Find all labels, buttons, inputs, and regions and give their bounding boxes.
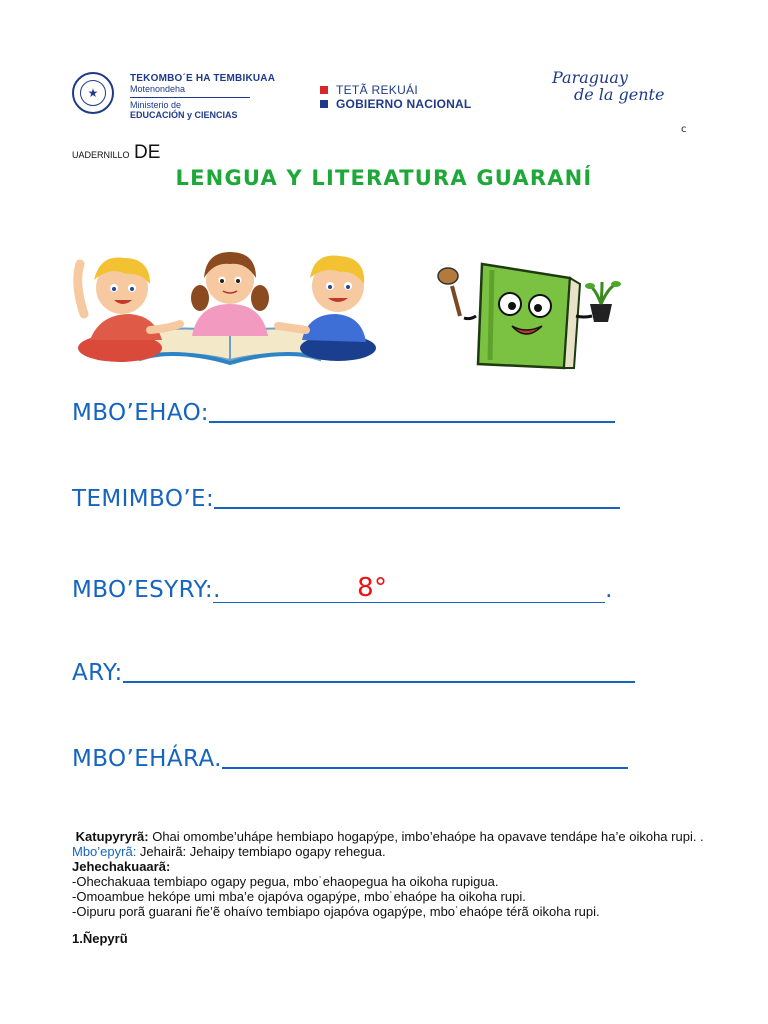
page-title-text: LENGUA Y LITERATURA GUARANÍ	[175, 166, 593, 190]
year-input-line[interactable]	[123, 681, 635, 683]
school-input-line[interactable]	[209, 421, 615, 423]
instructions-block	[72, 829, 712, 946]
teacher-input-line[interactable]	[222, 767, 628, 769]
corner-letter: c	[681, 124, 687, 135]
grade-label: MBO’ESYRY:	[72, 577, 214, 603]
mboepyra-label: Mbo’epyrã:	[72, 844, 137, 859]
cuadernillo-de: DE	[133, 142, 161, 163]
year-label: ARY:	[72, 660, 123, 686]
grade-value: 8°	[357, 573, 388, 603]
ministry-line1: TEKOMBO´E HA TEMBIKUAA	[130, 73, 276, 84]
grade-underline	[213, 574, 605, 603]
grade-field	[72, 574, 613, 603]
grade-prefix-dot: .	[213, 577, 221, 603]
student-field	[72, 486, 620, 512]
ministry-line3: Ministerio de	[130, 100, 182, 110]
teacher-field	[72, 746, 628, 772]
objective-item: -Ohechakuaa tembiapo ogapy pegua, mbo˙ehaopegua ha oikoha rupigua.	[72, 874, 499, 889]
slogan-logo	[552, 70, 664, 104]
student-input-line[interactable]	[214, 507, 620, 509]
student-label: TEMIMBO’E:	[72, 486, 215, 512]
school-label: MBO’EHAO:	[72, 400, 209, 426]
ministry-divider	[130, 97, 250, 98]
ministry-line4: EDUCACIÓN y CIENCIAS	[130, 110, 238, 120]
slogan-line2: de la gente	[574, 84, 665, 104]
shovel-icon	[438, 268, 460, 316]
katupyry-label: Katupyryrã:	[75, 829, 149, 844]
grade-input-line[interactable]	[213, 574, 613, 603]
mboepyra-paragraph	[72, 844, 712, 859]
blue-square-icon	[320, 100, 328, 108]
cuadernillo-label	[72, 142, 160, 164]
objective-item: -Oipuru porã guarani ñe’ẽ ohaívo tembiapo ojapóva ogapýpe, mbo˙ehaópe térã oikoha rupi.	[72, 904, 600, 919]
government-logo	[320, 83, 471, 111]
page-title	[0, 166, 768, 190]
teacher-label: MBO’EHÁRA.	[72, 746, 222, 772]
ministry-line2: Motenondeha	[130, 84, 186, 94]
objective-item: -Omoambue hekópe umi mba’e ojapóva ogapýpe, mbo˙ehaópe ha oikoha rupi.	[72, 889, 526, 904]
book-character-illustration	[430, 260, 630, 372]
green-book-icon	[478, 264, 580, 368]
ministry-seal	[72, 72, 114, 114]
katupyry-paragraph	[72, 829, 712, 844]
katupyry-text: Ohai omombe’uhápe hembiapo hogapýpe, imbo’ehaópe ha opavave tendápe ha’e oikoha rupi. .	[148, 829, 704, 844]
girl-middle-icon	[191, 252, 269, 336]
star-icon: ★	[80, 80, 106, 106]
grade-suffix-dot: .	[605, 577, 613, 603]
cuadernillo-prefix: UADERNILLO	[72, 150, 130, 160]
year-field	[72, 660, 635, 686]
government-line2: GOBIERNO NACIONAL	[336, 97, 472, 111]
school-field	[72, 400, 615, 426]
kids-reading-illustration	[70, 244, 390, 366]
red-square-icon	[320, 86, 328, 94]
exercise-heading: 1.Ñepyrũ	[72, 931, 128, 946]
ministry-logo-text	[130, 73, 275, 120]
jehechakuaara-label: Jehechakuaarã:	[72, 859, 171, 874]
government-line1: TETÃ REKUÁI	[336, 83, 418, 97]
mboepyra-text: Jehairã: Jehaipy tembiapo ogapy rehegua.	[136, 844, 386, 859]
slogan-line1: Paraguay	[552, 68, 628, 87]
